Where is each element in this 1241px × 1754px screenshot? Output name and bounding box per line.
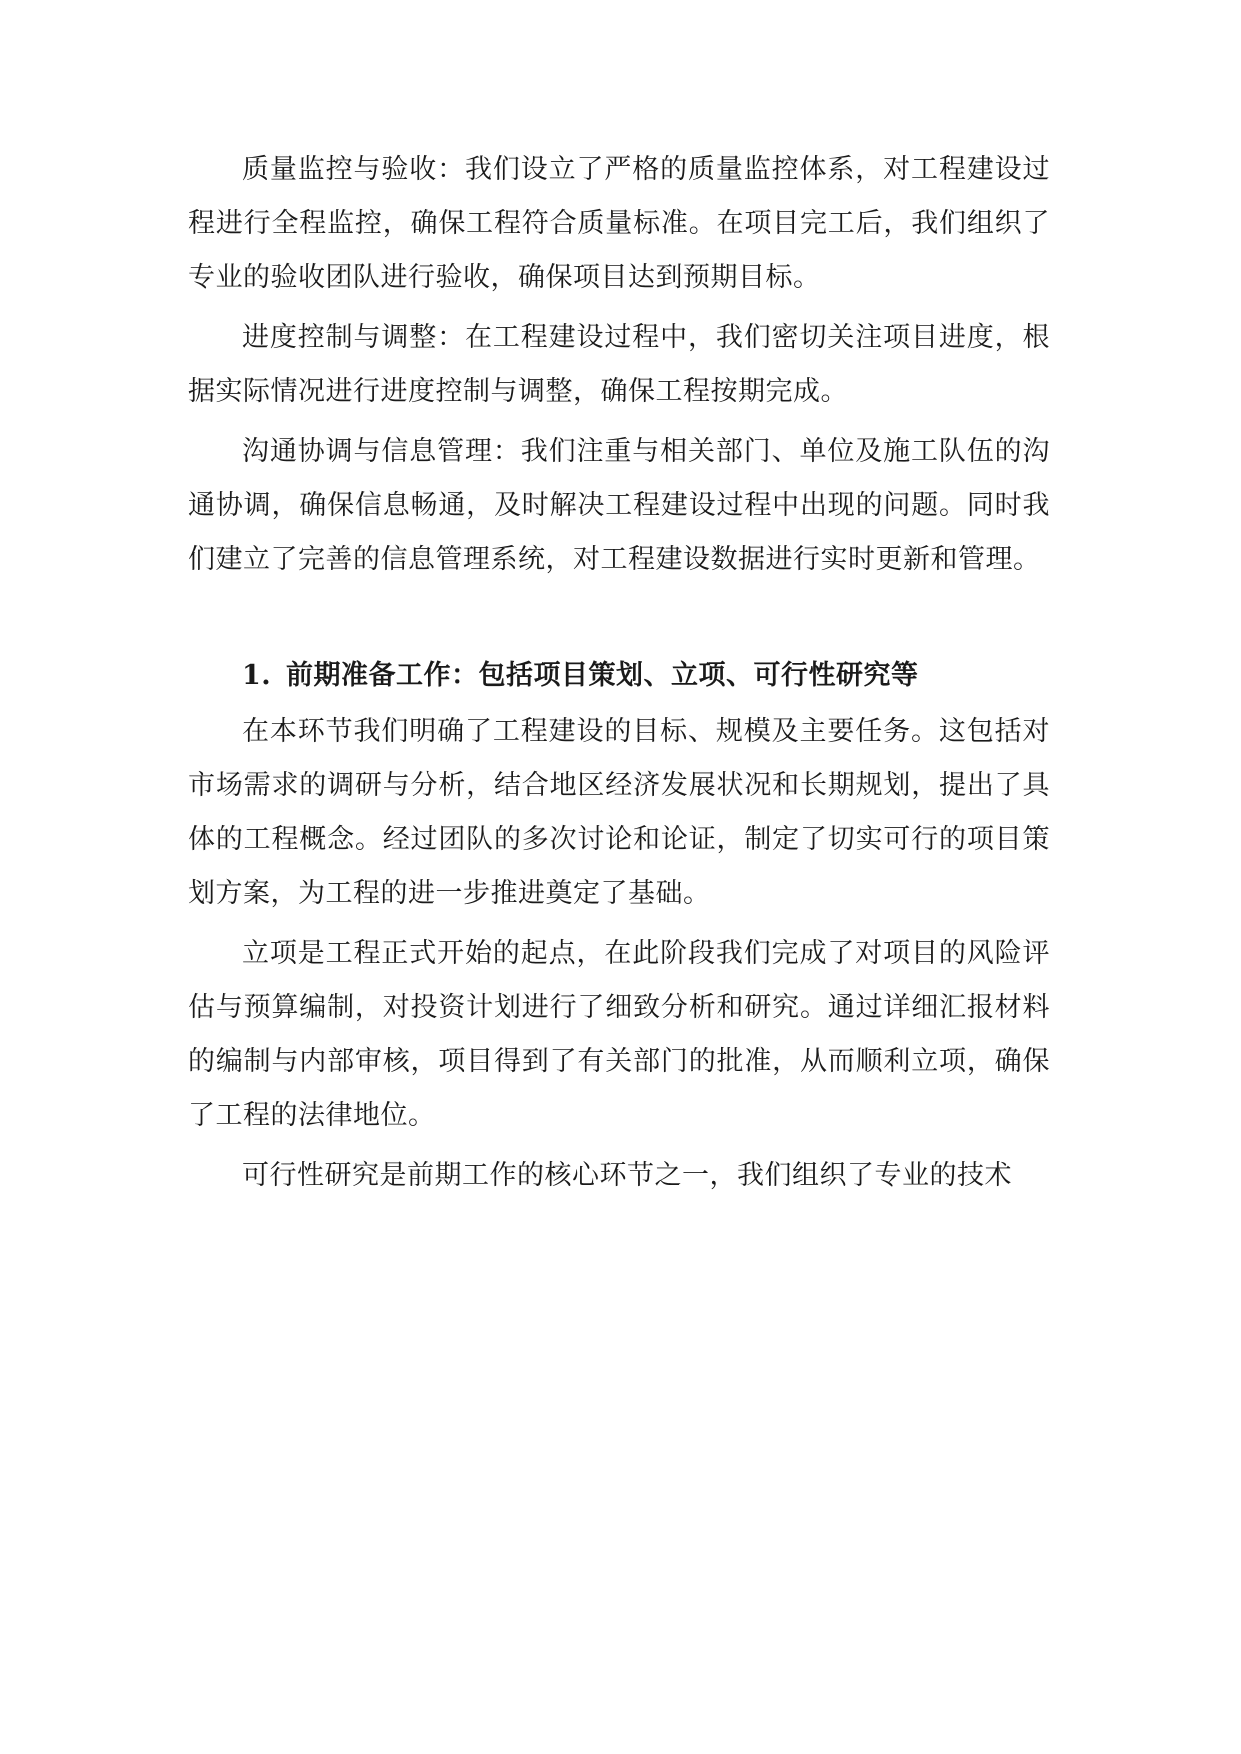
paragraph-schedule-control: 进度控制与调整：在工程建设过程中，我们密切关注项目进度，根据实际情况进行进度控制与调整，确保工程按期完成。 <box>188 322 1050 407</box>
paragraph-communication: 沟通协调与信息管理：我们注重与相关部门、单位及施工队伍的沟通协调，确保信息畅通，及时解决工程建设过程中出现的问题。同时我们建立了完善的信息管理系统，对工程建设数据进行实时更新和管理。 <box>188 436 1050 575</box>
paragraph-feasibility: 可行性研究是前期工作的核心环节之一，我们组织了专业的技术 <box>242 1160 1012 1191</box>
section-number: 1. <box>242 660 272 691</box>
document-page <box>188 143 1050 1209</box>
paragraph-approval: 立项是工程正式开始的起点，在此阶段我们完成了对项目的风险评估与预算编制，对投资计划进行了细致分析和研究。通过详细汇报材料的编制与内部审核，项目得到了有关部门的批准，从而顺利立项，确保了工程的法律地位。 <box>188 938 1050 1131</box>
section-heading <box>188 647 1050 705</box>
section-title: 前期准备工作：包括项目策划、立项、可行性研究等 <box>286 660 919 691</box>
paragraph-planning: 在本环节我们明确了工程建设的目标、规模及主要任务。这包括对市场需求的调研与分析，结合地区经济发展状况和长期规划，提出了具体的工程概念。经过团队的多次讨论和论证，制定了切实可行的项目策划方案，为工程的进一步推进奠定了基础。 <box>188 716 1050 909</box>
paragraph-quality-control: 质量监控与验收：我们设立了严格的质量监控体系，对工程建设过程进行全程监控，确保工程符合质量标准。在项目完工后，我们组织了专业的验收团队进行验收，确保项目达到预期目标。 <box>188 154 1050 293</box>
